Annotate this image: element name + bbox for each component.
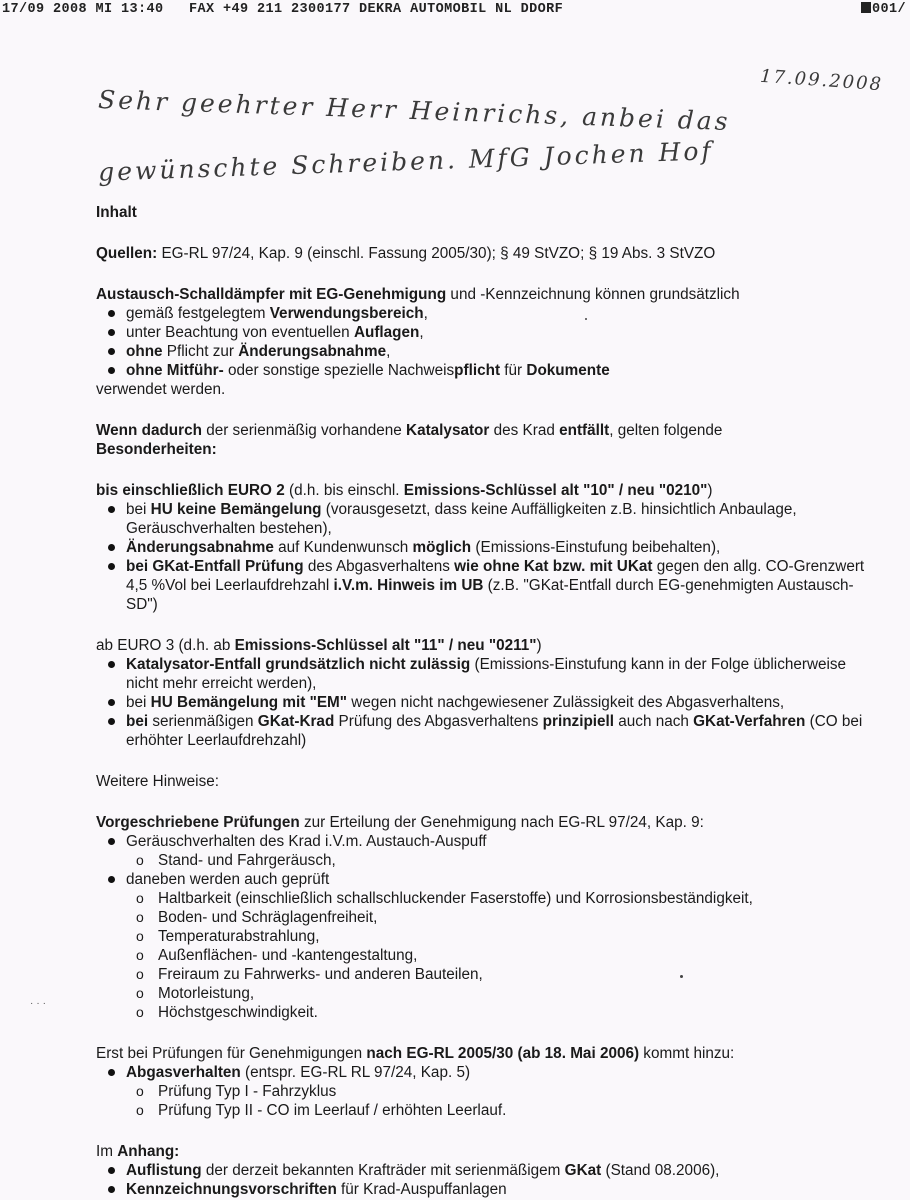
scan-noise-dots: ··· xyxy=(30,998,49,1009)
list-item: Kennzeichnungsvorschriften für Krad-Auspuffanlagen xyxy=(96,1180,876,1199)
fax-header-text: 17/09 2008 MI 13:40 FAX +49 211 2300177 DEKRA AUTOMOBIL NL DDORF xyxy=(2,2,564,17)
sources-paragraph: Quellen: EG-RL 97/24, Kap. 9 (einschl. Fassung 2005/30); § 49 StVZO; § 19 Abs. 3 StVZO xyxy=(96,245,716,262)
catalyst-paragraph: Wenn dadurch der serienmäßig vorhandene Katalysator des Krad entfällt, gelten folgende Besonderheiten: xyxy=(96,422,723,458)
list-item: ohne Mitführ- oder sonstige spezielle Nachweispflicht für Dokumente xyxy=(96,361,876,380)
required-tests-section: Vorgeschriebene Prüfungen zur Erteilung der Genehmigung nach EG-RL 97/24, Kap. 9: Geräuschverhalten des Krad i.V.m. Austauch-Auspuff o Stand- und Fahrgeräusch, daneben werden auch geprüft o Haltbarkeit (einschließlich schallschluckender Faserstoffe) und Korrosionsbeständigkeit, o Boden- und Schräglagenfreiheit, o Temperaturabstrahlung, o Außenflächen- und -kantengestaltung, o Freiraum zu Fahrwerks- und anderen Bauteilen, o Motorleistung, o Höchstgeschwindigkeit. xyxy=(96,813,876,1022)
new-directive-section: Erst bei Prüfungen für Genehmigungen nach EG-RL 2005/30 (ab 18. Mai 2006) kommt hinzu: Abgasverhalten (entspr. EG-RL RL 97/24, Kap. 5) o Prüfung Typ I - Fahrzyklus o Prüfung Typ II - CO im Leerlauf / erhöhten Leerlauf. xyxy=(96,1044,876,1120)
list-item: Katalysator-Entfall grundsätzlich nicht zulässig (Emissions-Einstufung kann in der Folge üblicherweise nicht mehr erreicht werden), xyxy=(96,655,876,693)
sub-list-item: o Prüfung Typ I - Fahrzyklus xyxy=(96,1082,876,1101)
fax-page-label: 001/ xyxy=(871,2,906,17)
sub-list-item: o Außenflächen- und -kantengestaltung, xyxy=(96,946,876,965)
list-item: daneben werden auch geprüft xyxy=(96,870,876,889)
list-item: bei HU keine Bemängelung (vorausgesetzt, dass keine Auffälligkeiten z.B. hinsichtlich Anbaulage, Geräuschverhalten bestehen), xyxy=(96,500,876,538)
handwritten-date: 17.09.2008 xyxy=(759,65,884,96)
document-title: Inhalt xyxy=(96,204,137,221)
list-item: ohne Pflicht zur Änderungsabnahme, xyxy=(96,342,876,361)
fax-page-number xyxy=(861,2,906,17)
sub-list-item: o Stand- und Fahrgeräusch, xyxy=(96,851,876,870)
list-item: bei GKat-Entfall Prüfung des Abgasverhaltens wie ohne Kat bzw. mit UKat gegen den allg. CO-Grenzwert 4,5 %Vol bei Leerlaufdrehzahl i.V.m. Hinweis im UB (z.B. "GKat-Entfall durch EG-genehmigten Austausch-SD") xyxy=(96,557,876,614)
sub-list-item: o Motorleistung, xyxy=(96,984,876,1003)
list-item: bei serienmäßigen GKat-Krad Prüfung des Abgasverhaltens prinzipiell auch nach GKat-Verfahren (CO bei erhöhter Leerlaufdrehzahl) xyxy=(96,712,876,750)
appendix-section: Im Anhang: Auflistung der derzeit bekannten Krafträder mit serienmäßigem GKat (Stand 08.2006), Kennzeichnungsvorschriften für Krad-Auspuffanlagen xyxy=(96,1142,876,1199)
euro2-section: bis einschließlich EURO 2 (d.h. bis einschl. Emissions-Schlüssel alt "10" / neu "0210") bei HU keine Bemängelung (vorausgesetzt, dass keine Auffälligkeiten z.B. hinsichtlich Anbaulage, Geräuschverhalten bestehen), Änderungsabnahme auf Kundenwunsch möglich (Emissions-Einstufung beibehalten), bei GKat-Entfall Prüfung des Abgasverhaltens wie ohne Kat bzw. mit UKat gegen den allg. CO-Grenzwert 4,5 %Vol bei Leerlaufdrehzahl i.V.m. Hinweis im UB (z.B. "GKat-Entfall durch EG-genehmigten Austausch-SD") xyxy=(96,481,876,614)
handwritten-note-line2: gewünschte Schreiben. MfG Jochen Hof xyxy=(97,136,715,187)
further-notes-heading: Weitere Hinweise: xyxy=(96,773,219,790)
list-item: gemäß festgelegtem Verwendungsbereich, xyxy=(96,304,876,323)
fax-header xyxy=(0,0,910,22)
sub-list-item: o Boden- und Schräglagenfreiheit, xyxy=(96,908,876,927)
list-item: bei HU Bemängelung mit "EM" wegen nicht nachgewiesener Zulässigkeit des Abgasverhaltens, xyxy=(96,693,876,712)
list-item: Geräuschverhalten des Krad i.V.m. Austauch-Auspuff xyxy=(96,832,876,851)
list-item: Abgasverhalten (entspr. EG-RL RL 97/24, Kap. 5) xyxy=(96,1063,876,1082)
handwritten-note-line1: Sehr geehrter Herr Heinrichs, anbei das xyxy=(97,84,732,137)
list-item: Änderungsabnahme auf Kundenwunsch möglich (Emissions-Einstufung beibehalten), xyxy=(96,538,876,557)
list-item: unter Beachtung von eventuellen Auflagen, xyxy=(96,323,876,342)
page-box-icon xyxy=(861,2,871,13)
sub-list-item: o Höchstgeschwindigkeit. xyxy=(96,1003,876,1022)
scan-speck xyxy=(585,318,587,320)
intro-section: Austausch-Schalldämpfer mit EG-Genehmigung und -Kennzeichnung können grundsätzlich gemäß festgelegtem Verwendungsbereich, unter Beachtung von eventuellen Auflagen, ohne Pflicht zur Änderungsabnahme, ohne Mitführ- oder sonstige spezielle Nachweispflicht für Dokumente verwendet werden. xyxy=(96,285,876,399)
sub-list-item: o Haltbarkeit (einschließlich schallschluckender Faserstoffe) und Korrosionsbeständigkeit, xyxy=(96,889,876,908)
euro3-section: ab EURO 3 (d.h. ab Emissions-Schlüssel alt "11" / neu "0211") Katalysator-Entfall grundsätzlich nicht zulässig (Emissions-Einstufung kann in der Folge üblicherweise nicht mehr erreicht werden), bei HU Bemängelung mit "EM" wegen nicht nachgewiesener Zulässigkeit des Abgasverhaltens, bei serienmäßigen GKat-Krad Prüfung des Abgasverhaltens prinzipiell auch nach GKat-Verfahren (CO bei erhöhter Leerlaufdrehzahl) xyxy=(96,636,876,750)
list-item: Auflistung der derzeit bekannten Krafträder mit serienmäßigem GKat (Stand 08.2006), xyxy=(96,1161,876,1180)
sub-list-item: o Temperaturabstrahlung, xyxy=(96,927,876,946)
document-body xyxy=(96,203,876,1199)
scan-speck xyxy=(680,975,683,978)
sub-list-item: o Prüfung Typ II - CO im Leerlauf / erhöhten Leerlauf. xyxy=(96,1101,876,1120)
sub-list-item: o Freiraum zu Fahrwerks- und anderen Bauteilen, xyxy=(96,965,876,984)
